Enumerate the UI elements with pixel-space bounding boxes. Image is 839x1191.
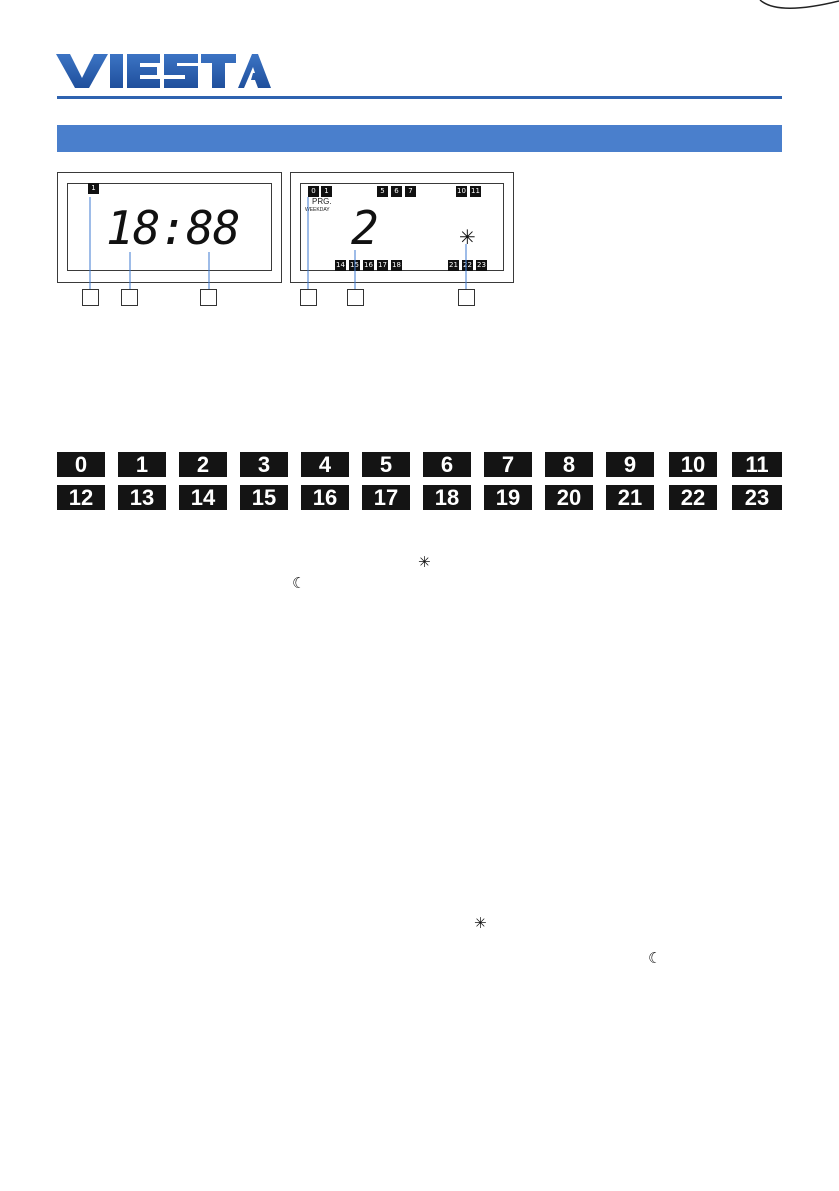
sun-icon: ✳ (418, 553, 431, 571)
hour-tile: 11 (732, 452, 782, 477)
page-corner-line (0, 0, 839, 20)
lcd-indicator-tile: 1 (88, 183, 99, 194)
program-tile: 16 (364, 261, 373, 269)
hour-tile: 17 (362, 485, 410, 510)
hour-tile: 19 (484, 485, 532, 510)
sun-icon: ✳ (459, 225, 476, 249)
hour-tile: 12 (57, 485, 105, 510)
moon-icon: ☾ (292, 574, 306, 592)
program-tile: 15 (350, 261, 359, 269)
hour-tile: 9 (606, 452, 654, 477)
prg-label: PRG. (312, 197, 332, 206)
callout-box-3 (200, 289, 217, 306)
hour-tile: 20 (545, 485, 593, 510)
hour-tile: 2 (179, 452, 227, 477)
hour-tile: 5 (362, 452, 410, 477)
hour-tile: 10 (669, 452, 717, 477)
program-tile: 11 (471, 187, 480, 195)
program-tile: 10 (457, 187, 466, 195)
hour-tile: 3 (240, 452, 288, 477)
callout-box-1 (82, 289, 99, 306)
program-tile: 21 (449, 261, 458, 269)
hour-tile: 15 (240, 485, 288, 510)
hour-tile: 4 (301, 452, 349, 477)
section-title-band (57, 125, 782, 152)
hour-tile: 21 (606, 485, 654, 510)
hour-tile: 0 (57, 452, 105, 477)
weekday-label: WEEKDAY (305, 207, 330, 213)
callout-box-5 (347, 289, 364, 306)
hour-tile: 8 (545, 452, 593, 477)
sun-icon: ✳ (474, 914, 487, 932)
callout-box-4 (300, 289, 317, 306)
program-tile: 1 (321, 186, 332, 197)
hour-tiles-row-1 (57, 452, 782, 479)
callout-box-6 (458, 289, 475, 306)
moon-icon: ☾ (648, 949, 662, 967)
hour-tile: 14 (179, 485, 227, 510)
hour-tile: 1 (118, 452, 166, 477)
program-tile: 22 (463, 261, 472, 269)
hour-tile: 16 (301, 485, 349, 510)
hour-tile: 23 (732, 485, 782, 510)
lcd-time-readout: 18:88 (106, 201, 240, 255)
hour-tile: 22 (669, 485, 717, 510)
program-tile: 6 (391, 186, 402, 197)
program-tile: 14 (336, 261, 345, 269)
hour-tile: 7 (484, 452, 532, 477)
hour-tile: 13 (118, 485, 166, 510)
program-tile: 5 (377, 186, 388, 197)
hour-tiles-row-2 (57, 485, 782, 512)
program-tile: 0 (308, 186, 319, 197)
brand-logo (56, 48, 271, 94)
program-tile: 23 (477, 261, 486, 269)
callout-box-2 (121, 289, 138, 306)
program-callout-lines (290, 172, 514, 312)
program-tile: 17 (378, 261, 387, 269)
header-rule (57, 96, 782, 99)
program-day-digit: 2 (351, 201, 378, 255)
hour-tile: 6 (423, 452, 471, 477)
program-tile: 18 (392, 261, 401, 269)
program-tile: 7 (405, 186, 416, 197)
hour-tile: 18 (423, 485, 471, 510)
